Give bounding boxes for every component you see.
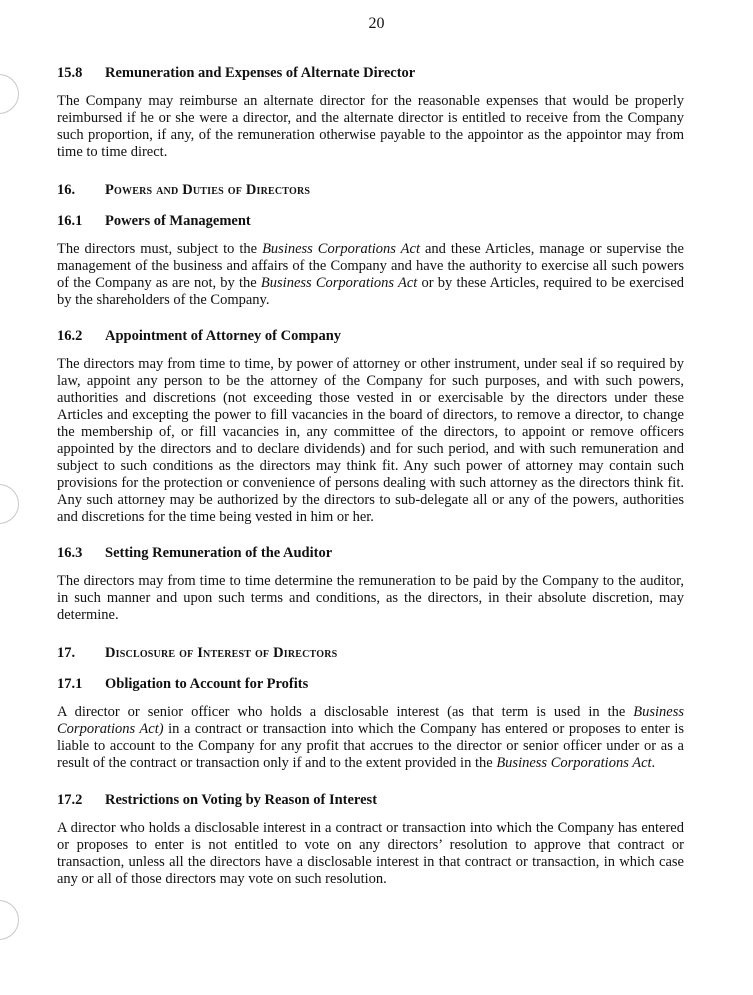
paragraph-text: The Company may reimburse an alternate director for the reasonable expenses that would be properly reimbursed if he or she were a director, and the alternate director is entitled to receive from the Company such proportion, if any, of the remuneration otherwise payable to the appointor as the appointor may from time to time direct. bbox=[57, 93, 684, 160]
paragraph-text: in a contract or transaction into which the Company has entered or proposes to enter is liable to account to the Company for any profit that accrues to the director or senior officer under or as a result of the contract or transaction only if and to the extent provided in the bbox=[57, 721, 684, 771]
section-title: Appointment of Attorney of Company bbox=[105, 328, 342, 344]
section-paragraph bbox=[57, 820, 684, 888]
section-title: Disclosure of Interest of Directors bbox=[105, 645, 338, 661]
section-paragraph bbox=[57, 573, 684, 624]
section-heading bbox=[57, 327, 684, 345]
paragraph-text: and these Articles, manage or supervise the management of the business and affairs of the Company and have the authority to exercise all such powers of the Company as are not, by the bbox=[57, 241, 684, 291]
paragraph-text: or by these Articles, required to be exercised by the shareholders of the Company. bbox=[57, 275, 684, 308]
section-number: 15.8 bbox=[57, 65, 83, 81]
section-title: Setting Remuneration of the Auditor bbox=[105, 545, 333, 561]
statute-reference: Business Corporations Act bbox=[262, 241, 420, 257]
section-number: 16. bbox=[57, 182, 76, 198]
paragraph-text: A director or senior officer who holds a disclosable interest (as that term is used in the bbox=[57, 704, 634, 720]
section-title: Obligation to Account for Profits bbox=[105, 676, 309, 692]
paragraph-text: The directors must, subject to the bbox=[57, 241, 263, 257]
section-heading bbox=[57, 544, 684, 562]
section-number: 16.1 bbox=[57, 213, 83, 229]
section-heading bbox=[57, 181, 684, 199]
punch-hole-mark bbox=[0, 900, 19, 940]
section-number: 16.2 bbox=[57, 328, 83, 344]
statute-reference: Business Corporations Act) bbox=[57, 704, 684, 737]
section-paragraph bbox=[57, 704, 684, 772]
section-title: Powers and Duties of Directors bbox=[105, 182, 311, 198]
section-title: Remuneration and Expenses of Alternate Director bbox=[105, 65, 416, 81]
section-paragraph bbox=[57, 93, 684, 161]
punch-hole-mark bbox=[0, 74, 19, 114]
paragraph-text: . bbox=[651, 755, 656, 771]
section-title: Powers of Management bbox=[105, 213, 251, 229]
page-number: 20 bbox=[368, 15, 385, 32]
document-body bbox=[57, 64, 684, 888]
section-heading bbox=[57, 791, 684, 809]
section-heading bbox=[57, 675, 684, 693]
section-number: 17.2 bbox=[57, 792, 83, 808]
statute-reference: Business Corporations Act bbox=[260, 275, 418, 291]
section-heading bbox=[57, 64, 684, 82]
paragraph-text: A director who holds a disclosable interest in a contract or transaction into which the Company has entered or proposes to enter is not entitled to vote on any directors’ resolution to approve that contract or transaction, unless all the directors have a disclosable interest in that contract or transaction, in which case any or all of those directors may vote on such resolution. bbox=[57, 820, 684, 887]
section-paragraph bbox=[57, 356, 684, 526]
section-paragraph bbox=[57, 241, 684, 309]
paragraph-text: The directors may from time to time, by power of attorney or other instrument, under seal if so required by law, appoint any person to be the attorney of the Company for such purposes, and with such powers, authorities and discretions (not exceeding those vested in or exercisable by the directors under these Articles and excepting the power to fill vacancies in the board of directors, to remove a director, to change the membership of, or fill vacancies in, any committee of the directors, to appoint or remove officers appointed by the directors and to declare dividends) and for such period, and with such remuneration and subject to such conditions as the directors may think fit. Any such power of attorney may contain such provisions for the protection or convenience of persons dealing with such attorney as the directors think fit. Any such attorney may be authorized by the directors to sub-delegate all or any of the powers, authorities and discretions for the time being vested in him or her. bbox=[57, 356, 684, 525]
statute-reference: Business Corporations Act bbox=[496, 755, 652, 771]
punch-hole-mark bbox=[0, 484, 19, 524]
paragraph-text: The directors may from time to time determine the remuneration to be paid by the Company to the auditor, in such manner and upon such terms and conditions, as the directors, in their absolute discretion, may determine. bbox=[57, 573, 684, 623]
section-number: 17.1 bbox=[57, 676, 83, 692]
section-heading bbox=[57, 212, 684, 230]
section-number: 17. bbox=[57, 645, 76, 661]
section-title: Restrictions on Voting by Reason of Interest bbox=[105, 792, 378, 808]
section-number: 16.3 bbox=[57, 545, 83, 561]
section-heading bbox=[57, 644, 684, 662]
